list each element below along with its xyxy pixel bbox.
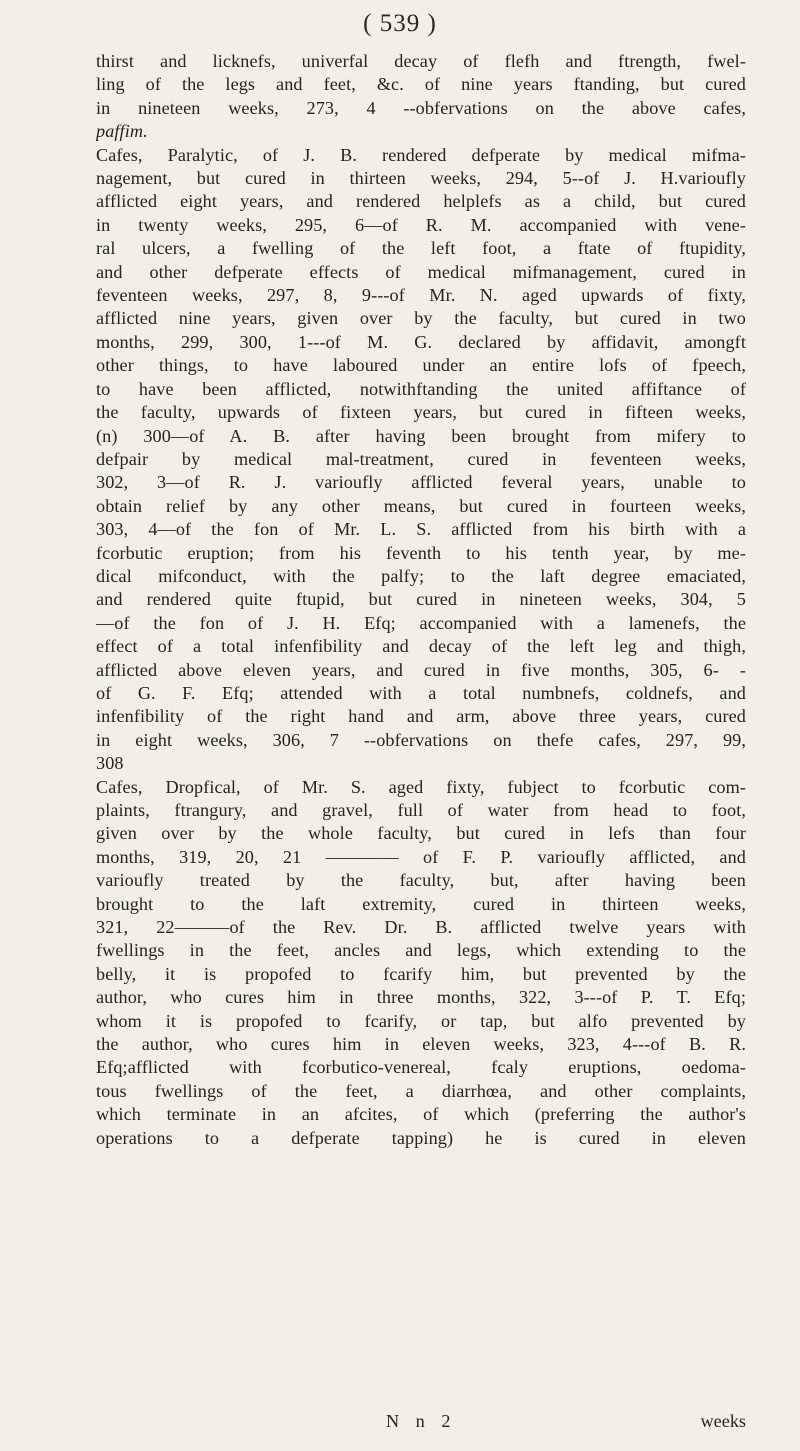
text-line: fwellings in the feet, ancles and legs, which extending to the <box>96 940 746 961</box>
text-line: in twenty weeks, 295, 6—of R. M. accompanied with vene- <box>96 214 746 235</box>
text-line: afflicted nine years, given over by the faculty, but cured in two <box>96 308 746 329</box>
text-line: defpair by medical mal-treatment, cured in feventeen weeks, <box>96 448 746 469</box>
text-line: (n) 300—of A. B. after having been brought from mifery to <box>96 425 746 446</box>
text-line: in eight weeks, 306, 7 --obfervations on thefe cafes, 297, 99, <box>96 729 746 750</box>
text-line: and rendered quite ftupid, but cured in nineteen weeks, 304, 5 <box>96 589 746 610</box>
index-entry-dropfical: Cafes, Dropfical, of Mr. S. aged fixty, fubject to fcorbutic com- <box>96 776 746 797</box>
text-line: of G. F. Efq; attended with a total numbnefs, coldnefs, and <box>96 682 746 703</box>
text-line: belly, it is propofed to fcarify him, but prevented by the <box>96 963 746 984</box>
text-line: operations to a defperate tapping) he is cured in eleven <box>96 1127 746 1148</box>
text-line: 321, 22———of the Rev. Dr. B. afflicted twelve years with <box>96 917 746 938</box>
page-footer <box>96 1411 746 1451</box>
text-line: afflicted eight years, and rendered helplefs as a child, but cured <box>96 191 746 212</box>
text-line: effect of a total infenfibility and decay of the left leg and thigh, <box>96 636 746 657</box>
index-entry-paralytic: Cafes, Paralytic, of J. B. rendered defperate by medical mifma- <box>96 144 746 165</box>
text-line: given over by the whole faculty, but cured in lefs than four <box>96 823 746 844</box>
text-line: and other defperate effects of medical mifmanagement, cured in <box>96 261 746 282</box>
text-line: 302, 3—of R. J. varioufly afflicted feveral years, unable to <box>96 472 746 493</box>
text-line: other things, to have laboured under an entire lofs of fpeech, <box>96 355 746 376</box>
text-line: to have been afflicted, notwithftanding the united affiftance of <box>96 378 746 399</box>
text-line: brought to the laft extremity, cured in thirteen weeks, <box>96 893 746 914</box>
text-line: varioufly treated by the faculty, but, after having been <box>96 870 746 891</box>
text-line: months, 299, 300, 1---of M. G. declared by affidavit, amongft <box>96 331 746 352</box>
text-line: obtain relief by any other means, but cured in fourteen weeks, <box>96 495 746 516</box>
text-line: paffim. <box>96 121 148 142</box>
text-line: thirst and licknefs, univerfal decay of flefh and ftrength, fwel- <box>96 51 746 71</box>
text-line: ling of the legs and feet, &c. of nine years ftanding, but cured <box>96 74 746 95</box>
text-line: plaints, ftrangury, and gravel, full of water from head to foot, <box>96 800 746 820</box>
text-line: 308 <box>96 753 124 774</box>
text-line: afflicted above eleven years, and cured in five months, 305, 6- - <box>96 659 746 680</box>
text-line: Efq;afflicted with fcorbutico-venereal, fcaly eruptions, oedoma- <box>96 1057 746 1078</box>
text-line: in nineteen weeks, 273, 4 --obfervations on the above cafes, <box>96 97 746 118</box>
text-line: whom it is propofed to fcarify, or tap, but alfo prevented by <box>96 1010 746 1031</box>
text-line: tous fwellings of the feet, a diarrhœa, and other complaints, <box>96 1080 746 1101</box>
text-line: 303, 4—of the fon of Mr. L. S. afflicted from his birth with a <box>96 519 746 540</box>
text-line: —of the fon of J. H. Efq; accompanied with a lamenefs, the <box>96 612 746 633</box>
text-line: author, who cures him in three months, 322, 3---of P. T. Efq; <box>96 987 746 1008</box>
text-line: months, 319, 20, 21 ———— of F. P. varioufly afflicted, and <box>96 846 746 867</box>
text-line: ral ulcers, a fwelling of the left foot, a ftate of ftupidity, <box>96 238 746 259</box>
catchword: weeks <box>700 1411 746 1431</box>
text-line: feventeen weeks, 297, 8, 9---of Mr. N. aged upwards of fixty, <box>96 285 746 306</box>
signature-mark: N n 2 <box>386 1411 457 1431</box>
text-line: nagement, but cured in thirteen weeks, 294, 5--of J. H.varioufly <box>96 168 746 189</box>
text-line: the faculty, upwards of fixteen years, but cured in fifteen weeks, <box>96 402 746 423</box>
text-line: the author, who cures him in eleven weeks, 323, 4---of B. R. <box>96 1034 746 1055</box>
page-number: ( 539 ) <box>363 10 437 37</box>
text-line: dical mifconduct, with the palfy; to the laft degree emaciated, <box>96 565 746 586</box>
index-text-block <box>96 50 746 1150</box>
text-line: fcorbutic eruption; from his feventh to his tenth year, by me- <box>96 542 746 563</box>
text-line: which terminate in an afcites, of which (preferring the author's <box>96 1104 746 1125</box>
text-line: infenfibility of the right hand and arm, above three years, cured <box>96 706 746 727</box>
